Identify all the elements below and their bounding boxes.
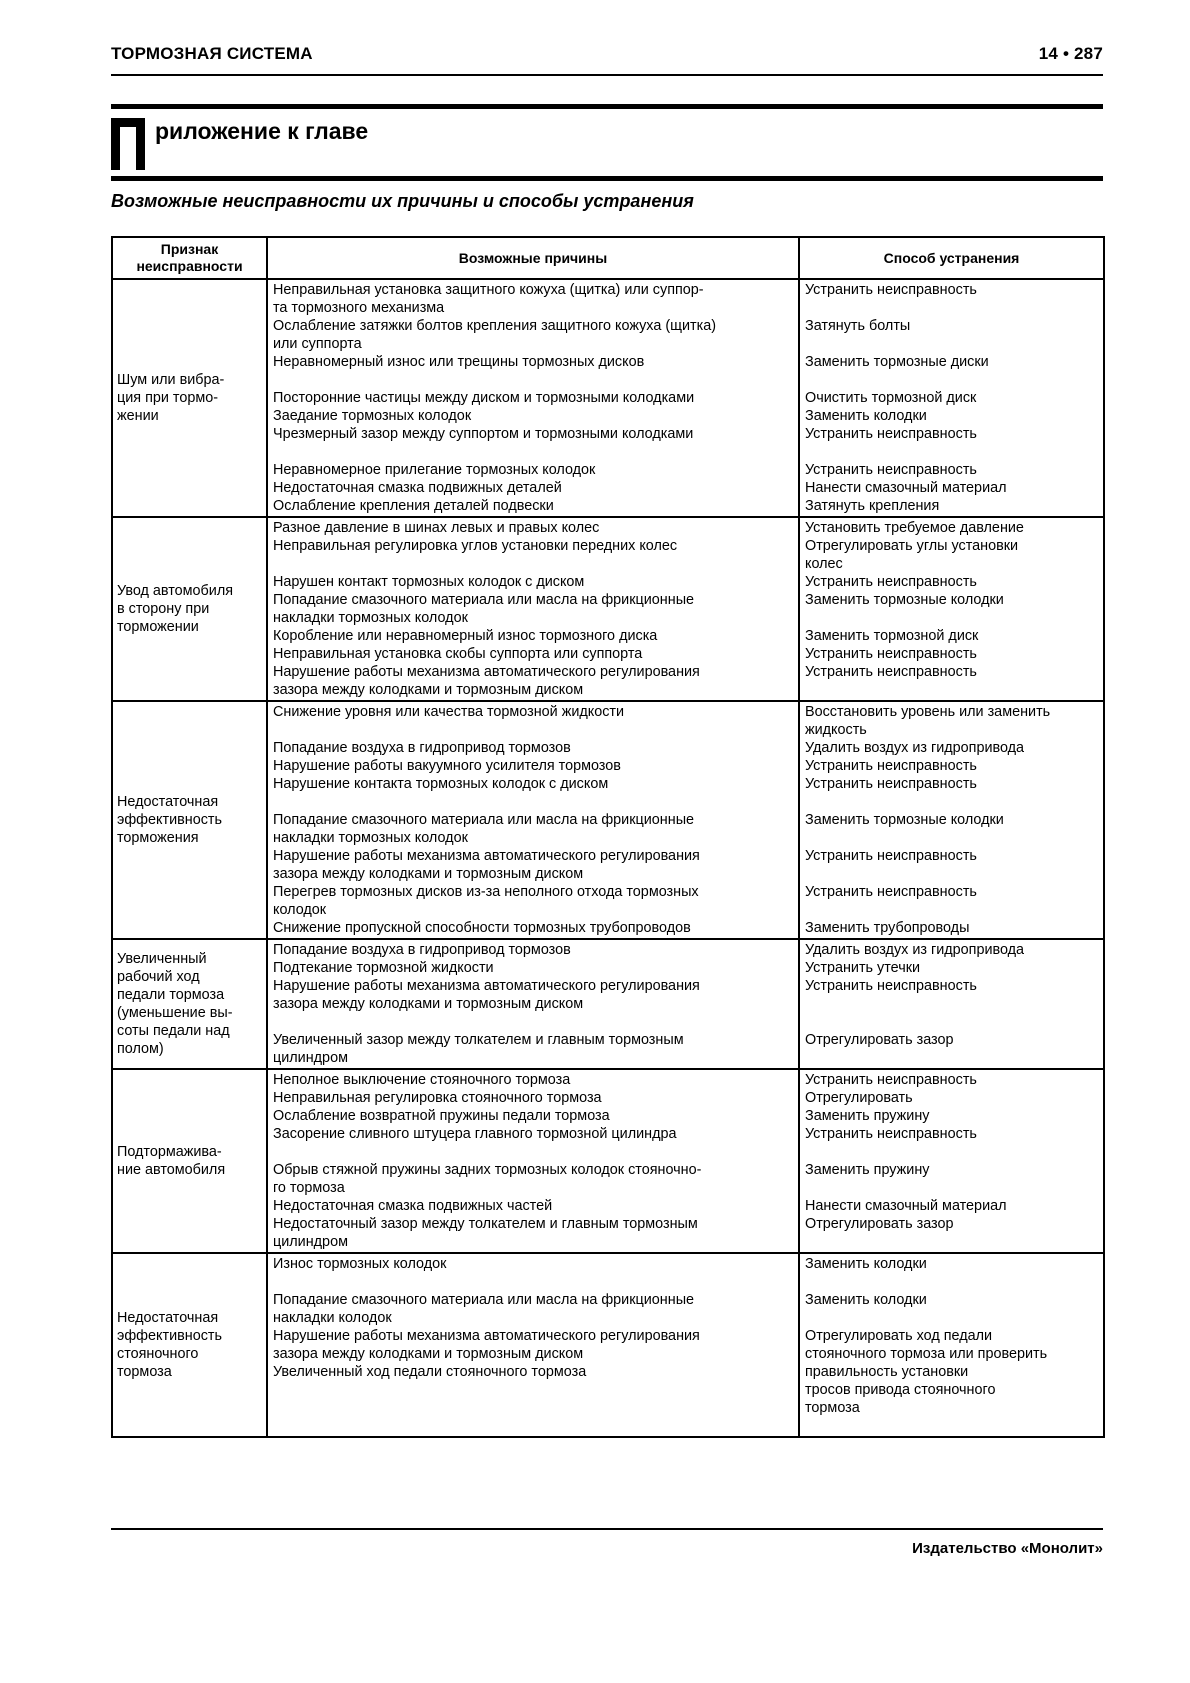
cause-line bbox=[273, 1013, 793, 1031]
remedy-line: тросов привода стояночного bbox=[805, 1382, 996, 1398]
symptom-line: ция при тормо- bbox=[117, 390, 219, 406]
cause-line bbox=[273, 1417, 793, 1435]
cause-line bbox=[273, 721, 793, 739]
cause-line: Ослабление крепления деталей подвески bbox=[273, 498, 554, 514]
cause-line: зазора между колодками и тормозным диском bbox=[273, 682, 584, 698]
remedy-cell bbox=[799, 517, 1104, 701]
remedy-cell bbox=[799, 939, 1104, 1069]
remedy-line: Отрегулировать ход педали bbox=[805, 1328, 993, 1344]
remedy-line: Устранить неисправность bbox=[805, 282, 977, 298]
cause-line bbox=[273, 1381, 793, 1399]
cause-line: Перегрев тормозных дисков из-за неполного отхода тормозных bbox=[273, 884, 699, 900]
footer-rule bbox=[111, 1528, 1103, 1530]
remedy-line bbox=[805, 299, 1098, 317]
cause-line: Неправильная регулировка углов установки передних колес bbox=[273, 538, 678, 554]
remedy-line bbox=[805, 1233, 1098, 1251]
cause-line: Подтекание тормозной жидкости bbox=[273, 960, 494, 976]
remedy-line bbox=[805, 1013, 1098, 1031]
symptom-line: в сторону при bbox=[117, 601, 210, 617]
symptom-cell bbox=[112, 1253, 267, 1437]
remedy-line: Отрегулировать зазор bbox=[805, 1216, 954, 1232]
remedy-line bbox=[805, 681, 1098, 699]
cause-line: или суппорта bbox=[273, 336, 362, 352]
symptom-line: Недостаточная bbox=[117, 1310, 219, 1326]
symptom-line: Увод автомобиля bbox=[117, 583, 234, 599]
symptom-line: эффективность bbox=[117, 1328, 222, 1344]
cause-line: Неправильная регулировка стояночного тормоза bbox=[273, 1090, 602, 1106]
cause-line: Неполное выключение стояночного тормоза bbox=[273, 1072, 571, 1088]
remedy-line: Устранить утечки bbox=[805, 960, 921, 976]
remedy-line: Восстановить уровень или заменить bbox=[805, 704, 1051, 720]
causes-cell bbox=[267, 517, 799, 701]
cause-line: цилиндром bbox=[273, 1234, 348, 1250]
remedy-cell bbox=[799, 701, 1104, 939]
table-row bbox=[112, 279, 1104, 517]
causes-cell bbox=[267, 279, 799, 517]
page-number: 14 • 287 bbox=[1038, 44, 1103, 63]
section-title: ТОРМОЗНАЯ СИСТЕМА bbox=[111, 44, 313, 63]
cause-line: Заедание тормозных колодок bbox=[273, 408, 472, 424]
remedy-line: Устранить неисправность bbox=[805, 1126, 977, 1142]
symptom-line: полом) bbox=[117, 1041, 164, 1057]
cause-line: Недостаточная смазка подвижных частей bbox=[273, 1198, 553, 1214]
symptom-line: торможении bbox=[117, 619, 199, 635]
remedy-line: стояночного тормоза или проверить bbox=[805, 1346, 1048, 1362]
remedy-line bbox=[805, 1273, 1098, 1291]
remedy-line: Заменить тормозные колодки bbox=[805, 592, 1004, 608]
remedy-line: Устранить неисправность bbox=[805, 462, 977, 478]
remedy-line bbox=[805, 901, 1098, 919]
cause-line: Износ тормозных колодок bbox=[273, 1256, 447, 1272]
symptom-line: Подтормажива- bbox=[117, 1144, 222, 1160]
remedy-line: Заменить трубопроводы bbox=[805, 920, 970, 936]
cause-line: Увеличенный зазор между толкателем и главным тормозным bbox=[273, 1032, 684, 1048]
remedy-line: Устранить неисправность bbox=[805, 758, 977, 774]
remedy-line bbox=[805, 371, 1098, 389]
symptom-line: педали тормоза bbox=[117, 987, 225, 1003]
cause-line: го тормоза bbox=[273, 1180, 345, 1196]
cause-line: Попадание смазочного материала или масла на фрикционные bbox=[273, 812, 695, 828]
cause-line: Коробление или неравномерный износ тормозного диска bbox=[273, 628, 658, 644]
symptom-cell bbox=[112, 279, 267, 517]
symptom-line: ние автомобиля bbox=[117, 1162, 226, 1178]
table-row bbox=[112, 701, 1104, 939]
cause-line: зазора между колодками и тормозным диском bbox=[273, 1346, 584, 1362]
remedy-line bbox=[805, 1417, 1098, 1435]
remedy-line: Устранить неисправность bbox=[805, 978, 977, 994]
remedy-line bbox=[805, 793, 1098, 811]
cause-line: Недостаточная смазка подвижных деталей bbox=[273, 480, 562, 496]
cause-line: Нарушение работы вакуумного усилителя тормозов bbox=[273, 758, 621, 774]
cause-line: колодок bbox=[273, 902, 327, 918]
causes-cell bbox=[267, 701, 799, 939]
cause-line: зазора между колодками и тормозным диском bbox=[273, 996, 584, 1012]
cause-line bbox=[273, 793, 793, 811]
symptom-line: Недостаточная bbox=[117, 794, 219, 810]
symptom-line: соты педали над bbox=[117, 1023, 230, 1039]
symptom-line: рабочий ход bbox=[117, 969, 200, 985]
cause-line: Нарушение работы механизма автоматического регулирования bbox=[273, 664, 700, 680]
remedy-line bbox=[805, 865, 1098, 883]
remedy-line: Заменить колодки bbox=[805, 408, 927, 424]
cause-line: Разное давление в шинах левых и правых колес bbox=[273, 520, 600, 536]
faults-table bbox=[111, 236, 1103, 1438]
remedy-line bbox=[805, 1309, 1098, 1327]
symptom-line: стояночного bbox=[117, 1346, 199, 1362]
table-row bbox=[112, 939, 1104, 1069]
title-rule-bottom bbox=[111, 176, 1103, 181]
symptom-line: (уменьшение вы- bbox=[117, 1005, 233, 1021]
cause-line: Ослабление возвратной пружины педали тормоза bbox=[273, 1108, 610, 1124]
cause-line: Чрезмерный зазор между суппортом и тормозными колодками bbox=[273, 426, 694, 442]
remedy-line: Заменить тормозной диск bbox=[805, 628, 979, 644]
remedy-line bbox=[805, 609, 1098, 627]
cause-line: Попадание воздуха в гидропривод тормозов bbox=[273, 740, 571, 756]
cause-line: накладки колодок bbox=[273, 1310, 392, 1326]
remedy-line: Устранить неисправность bbox=[805, 664, 977, 680]
cause-line bbox=[273, 443, 793, 461]
symptom-line: тормоза bbox=[117, 1364, 172, 1380]
cause-line: та тормозного механизма bbox=[273, 300, 445, 316]
symptom-cell bbox=[112, 701, 267, 939]
remedy-line: Устранить неисправность bbox=[805, 848, 977, 864]
cause-line: Недостаточный зазор между толкателем и главным тормозным bbox=[273, 1216, 698, 1232]
remedy-line: Отрегулировать углы установки bbox=[805, 538, 1019, 554]
symptom-line: Увеличенный bbox=[117, 951, 207, 967]
header-symptom: Признак неисправности bbox=[112, 237, 267, 279]
remedy-line: Нанести смазочный материал bbox=[805, 480, 1007, 496]
symptom-line: торможения bbox=[117, 830, 199, 846]
remedy-line bbox=[805, 1049, 1098, 1067]
remedy-line bbox=[805, 1143, 1098, 1161]
symptom-line: эффективность bbox=[117, 812, 222, 828]
publisher-footer: Издательство «Монолит» bbox=[912, 1540, 1103, 1557]
remedy-line: Заменить колодки bbox=[805, 1292, 927, 1308]
header-remedy: Способ устранения bbox=[799, 237, 1104, 279]
remedy-cell bbox=[799, 279, 1104, 517]
cause-line: Увеличенный ход педали стояночного тормоза bbox=[273, 1364, 587, 1380]
remedy-line: колес bbox=[805, 556, 843, 572]
table-row bbox=[112, 1253, 1104, 1437]
cause-line: накладки тормозных колодок bbox=[273, 830, 468, 846]
causes-cell bbox=[267, 1253, 799, 1437]
cause-line: Снижение уровня или качества тормозной жидкости bbox=[273, 704, 625, 720]
remedy-line: Удалить воздух из гидропривода bbox=[805, 740, 1025, 756]
causes-cell bbox=[267, 939, 799, 1069]
remedy-line: Устранить неисправность bbox=[805, 1072, 977, 1088]
cause-line: Посторонние частицы между диском и тормозными колодками bbox=[273, 390, 695, 406]
remedy-line: Нанести смазочный материал bbox=[805, 1198, 1007, 1214]
cause-line: Обрыв стяжной пружины задних тормозных колодок стояночно- bbox=[273, 1162, 702, 1178]
remedy-line bbox=[805, 1179, 1098, 1197]
cause-line: цилиндром bbox=[273, 1050, 348, 1066]
table-caption: Возможные неисправности их причины и способы устранения bbox=[111, 191, 694, 211]
cause-line: Попадание смазочного материала или масла на фрикционные bbox=[273, 1292, 695, 1308]
remedy-line: Заменить колодки bbox=[805, 1256, 927, 1272]
remedy-line bbox=[805, 443, 1098, 461]
remedy-line: Затянуть крепления bbox=[805, 498, 940, 514]
symptom-line: жении bbox=[117, 408, 159, 424]
drop-cap-letter bbox=[111, 118, 145, 170]
remedy-line: тормоза bbox=[805, 1400, 860, 1416]
symptom-cell bbox=[112, 1069, 267, 1253]
cause-line: Неправильная установка защитного кожуха (щитка) или суппор- bbox=[273, 282, 704, 298]
remedy-line: Заменить пружину bbox=[805, 1162, 930, 1178]
cause-line: Неравномерный износ или трещины тормозных дисков bbox=[273, 354, 645, 370]
symptom-cell bbox=[112, 939, 267, 1069]
cause-line: Нарушение работы механизма автоматического регулирования bbox=[273, 848, 700, 864]
title-rule-top bbox=[111, 104, 1103, 109]
remedy-line: Устранить неисправность bbox=[805, 646, 977, 662]
cause-line: Нарушение контакта тормозных колодок с диском bbox=[273, 776, 609, 792]
cause-line: Неправильная установка скобы суппорта или суппорта bbox=[273, 646, 643, 662]
cause-line: Нарушение работы механизма автоматического регулирования bbox=[273, 1328, 700, 1344]
remedy-line: Отрегулировать bbox=[805, 1090, 913, 1106]
remedy-line bbox=[805, 995, 1098, 1013]
cause-line: Попадание смазочного материала или масла на фрикционные bbox=[273, 592, 695, 608]
cause-line bbox=[273, 1273, 793, 1291]
remedy-line: Затянуть болты bbox=[805, 318, 911, 334]
remedy-line: Установить требуемое давление bbox=[805, 520, 1024, 536]
cause-line: Ослабление затяжки болтов крепления защитного кожуха (щитка) bbox=[273, 318, 717, 334]
running-header bbox=[111, 44, 1103, 64]
remedy-line: Заменить пружину bbox=[805, 1108, 930, 1124]
cause-line: Попадание воздуха в гидропривод тормозов bbox=[273, 942, 571, 958]
cause-line: Нарушен контакт тормозных колодок с диском bbox=[273, 574, 585, 590]
remedy-line: Устранить неисправность bbox=[805, 426, 977, 442]
title-text: риложение к главе bbox=[155, 118, 369, 144]
table-row bbox=[112, 517, 1104, 701]
symptom-line: Шум или вибра- bbox=[117, 372, 225, 388]
remedy-line: Отрегулировать зазор bbox=[805, 1032, 954, 1048]
remedy-cell bbox=[799, 1253, 1104, 1437]
remedy-line: Очистить тормозной диск bbox=[805, 390, 977, 406]
cause-line: накладки тормозных колодок bbox=[273, 610, 468, 626]
cause-line bbox=[273, 555, 793, 573]
cause-line: Снижение пропускной способности тормозных трубопроводов bbox=[273, 920, 691, 936]
causes-cell bbox=[267, 1069, 799, 1253]
cause-line: зазора между колодками и тормозным диском bbox=[273, 866, 584, 882]
remedy-line: Устранить неисправность bbox=[805, 574, 977, 590]
remedy-line: жидкость bbox=[805, 722, 867, 738]
cause-line: Неравномерное прилегание тормозных колодок bbox=[273, 462, 596, 478]
remedy-line bbox=[805, 829, 1098, 847]
cause-line: Засорение сливного штуцера главного тормозной цилиндра bbox=[273, 1126, 677, 1142]
cause-line bbox=[273, 371, 793, 389]
remedy-line: правильность установки bbox=[805, 1364, 969, 1380]
remedy-line: Устранить неисправность bbox=[805, 884, 977, 900]
cause-line: Нарушение работы механизма автоматического регулирования bbox=[273, 978, 700, 994]
remedy-line: Заменить тормозные диски bbox=[805, 354, 989, 370]
remedy-cell bbox=[799, 1069, 1104, 1253]
cause-line bbox=[273, 1399, 793, 1417]
header-rule bbox=[111, 74, 1103, 76]
symptom-cell bbox=[112, 517, 267, 701]
table-row bbox=[112, 1069, 1104, 1253]
header-causes: Возможные причины bbox=[267, 237, 799, 279]
remedy-line: Заменить тормозные колодки bbox=[805, 812, 1004, 828]
cause-line bbox=[273, 1143, 793, 1161]
remedy-line bbox=[805, 335, 1098, 353]
remedy-line: Удалить воздух из гидропривода bbox=[805, 942, 1025, 958]
remedy-line: Устранить неисправность bbox=[805, 776, 977, 792]
